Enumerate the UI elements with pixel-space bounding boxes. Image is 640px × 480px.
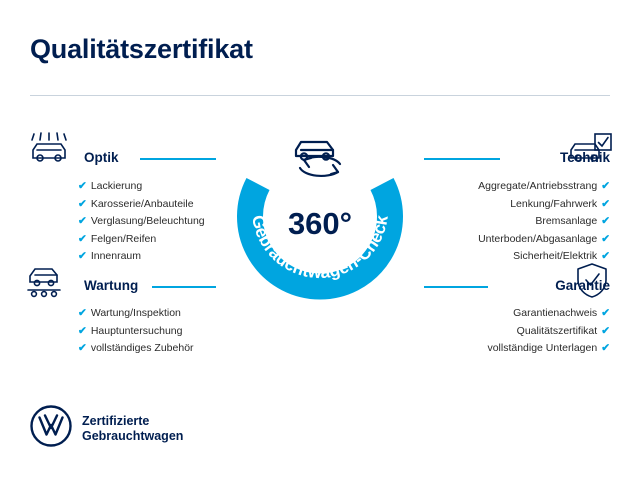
- list-item: [478, 231, 610, 249]
- footer-line-1: Zertifizierte: [82, 413, 150, 428]
- section-rule-technik: [424, 158, 500, 160]
- section-rule-garantie: [424, 286, 488, 288]
- list-item-label: vollständige Unterlagen: [487, 342, 598, 354]
- list-item: [78, 305, 194, 323]
- badge-arc-text: Gebrauchtwagen-Check: [248, 213, 392, 283]
- check-icon: ✔: [601, 307, 610, 319]
- list-item-label: Lenkung/Fahrwerk: [510, 197, 598, 210]
- page-title: Qualitätszertifikat: [30, 34, 253, 64]
- list-item-label: Garantienachweis: [513, 307, 598, 319]
- list-item: [78, 248, 205, 266]
- list-item: [478, 213, 610, 231]
- check-icon: ✔: [78, 324, 87, 337]
- footer-text: [82, 414, 183, 444]
- footer-line-2: Gebrauchtwagen: [82, 428, 184, 443]
- list-item-label: Aggregate/Antriebsstrang: [478, 180, 598, 192]
- list-item-label: Innenraum: [90, 250, 142, 262]
- check-icon: ✔: [78, 215, 87, 227]
- list-item: [478, 178, 610, 196]
- section-heading-optik: Optik: [84, 150, 119, 165]
- checklist-garantie: [487, 305, 610, 358]
- list-item-label: Felgen/Reifen: [90, 232, 157, 245]
- check-icon: ✔: [601, 197, 610, 210]
- list-item: [478, 196, 610, 214]
- check-icon: ✔: [78, 250, 87, 262]
- list-item: [78, 340, 194, 358]
- check-icon: ✔: [601, 324, 610, 337]
- check-icon: ✔: [78, 197, 87, 210]
- check-icon: ✔: [601, 232, 610, 245]
- list-item-label: Verglasung/Beleuchtung: [90, 215, 205, 227]
- list-item: [78, 178, 205, 196]
- check-icon: ✔: [78, 307, 87, 319]
- list-item-label: Hauptuntersuchung: [90, 324, 183, 337]
- list-item: [78, 196, 205, 214]
- badge-360-gebrauchtwagen-check: [228, 118, 412, 302]
- list-item: [487, 340, 610, 358]
- checklist-technik: [478, 178, 610, 266]
- list-item: [487, 305, 610, 323]
- list-item-label: Bremsanlage: [535, 215, 598, 227]
- list-item-label: Qualitätszertifikat: [516, 324, 598, 337]
- car-wash-icon: [26, 132, 72, 173]
- list-item-label: Wartung/Inspektion: [90, 307, 181, 319]
- list-item: [78, 231, 205, 249]
- check-icon: ✔: [78, 342, 87, 354]
- section-heading-wartung: Wartung: [84, 278, 139, 293]
- check-icon: ✔: [78, 180, 87, 192]
- list-item-label: vollständiges Zubehör: [90, 342, 194, 354]
- check-icon: ✔: [601, 215, 610, 227]
- list-item: [78, 323, 194, 341]
- list-item: [78, 213, 205, 231]
- list-item-label: Lackierung: [90, 180, 143, 192]
- check-icon: ✔: [601, 180, 610, 192]
- section-rule-wartung: [152, 286, 216, 288]
- list-item: [487, 323, 610, 341]
- check-icon: ✔: [78, 232, 87, 245]
- section-heading-garantie: Garantie: [555, 278, 610, 293]
- checklist-wartung: [78, 305, 194, 358]
- badge-degrees: 360°: [287, 206, 353, 241]
- list-item-label: Sicherheit/Elektrik: [513, 250, 598, 262]
- section-heading-technik: Technik: [559, 150, 610, 165]
- vw-logo: [30, 405, 72, 452]
- check-icon: ✔: [601, 250, 610, 262]
- list-item-label: Unterboden/Abgasanlage: [478, 232, 598, 245]
- section-rule-optik: [140, 158, 216, 160]
- car-lift-icon: [26, 262, 72, 305]
- title-divider: [30, 95, 610, 96]
- list-item-label: Karosserie/Anbauteile: [90, 197, 194, 210]
- check-icon: ✔: [601, 342, 610, 354]
- footer-logo-block: [30, 405, 183, 452]
- checklist-optik: [78, 178, 205, 266]
